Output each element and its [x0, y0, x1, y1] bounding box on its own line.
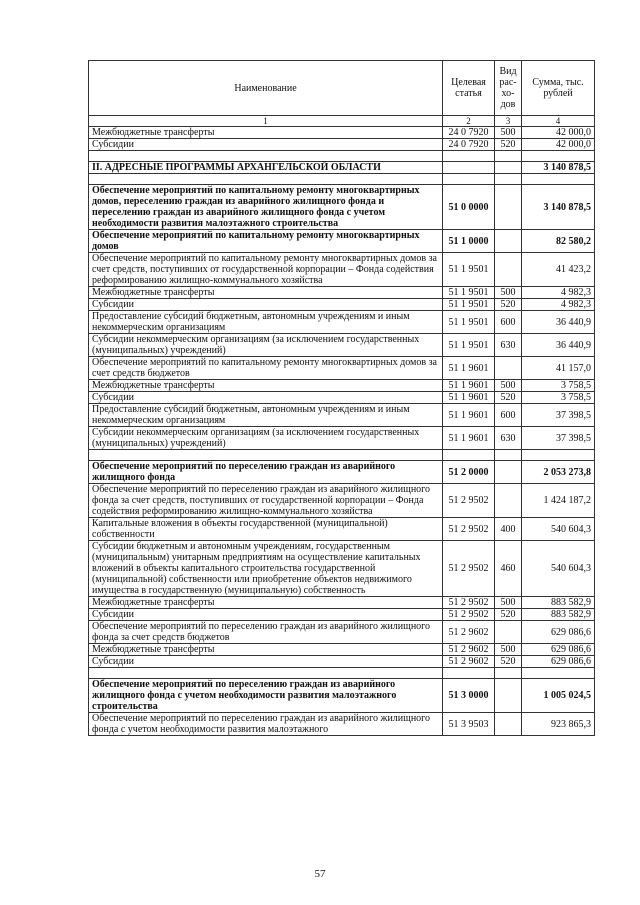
cell-name: Обеспечение мероприятий по переселению граждан из аварийного жилищного фонда с учетом необходимости развития малоэтажного строительства	[89, 679, 443, 713]
cell-target-code: 51 1 9601	[443, 427, 495, 450]
cell-expense-kind: 520	[495, 609, 522, 621]
cell-sum: 1 005 024,5	[522, 679, 595, 713]
cell-target-code: 51 1 9501	[443, 311, 495, 334]
cell-target-code: 51 1 0000	[443, 230, 495, 253]
cell-name: Межбюджетные трансферты	[89, 287, 443, 299]
cell-target-code: 51 2 9502	[443, 541, 495, 597]
column-number-1: 1	[89, 116, 443, 127]
cell-expense-kind	[495, 253, 522, 287]
cell-target-code: 51 2 9502	[443, 518, 495, 541]
cell-target-code: 51 1 9601	[443, 404, 495, 427]
spacer-cell	[89, 174, 443, 185]
cell-name: Капитальные вложения в объекты государственной (муниципальной) собственности	[89, 518, 443, 541]
header-kind: Вид рас-хо-дов	[495, 61, 522, 116]
spacer-cell	[495, 151, 522, 162]
cell-name: Субсидии	[89, 609, 443, 621]
cell-expense-kind: 630	[495, 334, 522, 357]
header-name: Наименование	[89, 61, 443, 116]
table-row	[89, 127, 595, 139]
table-header-row	[89, 61, 595, 116]
cell-sum: 540 604,3	[522, 518, 595, 541]
cell-name: Межбюджетные трансферты	[89, 127, 443, 139]
cell-target-code: 51 1 9501	[443, 253, 495, 287]
table-row	[89, 311, 595, 334]
cell-sum: 82 580,2	[522, 230, 595, 253]
section-row	[89, 230, 595, 253]
table-row	[89, 518, 595, 541]
cell-name: Субсидии некоммерческим организациям (за исключением государственных (муниципальных) учреждений)	[89, 334, 443, 357]
cell-target-code: 51 2 9602	[443, 656, 495, 668]
table-row	[89, 139, 595, 151]
spacer-row	[89, 668, 595, 679]
spacer-cell	[495, 668, 522, 679]
cell-name: Субсидии	[89, 299, 443, 311]
cell-name: Субсидии	[89, 656, 443, 668]
spacer-row	[89, 174, 595, 185]
cell-name: Межбюджетные трансферты	[89, 597, 443, 609]
cell-name: Субсидии некоммерческим организациям (за исключением государственных (муниципальных) учреждений)	[89, 427, 443, 450]
spacer-cell	[522, 174, 595, 185]
table-row	[89, 484, 595, 518]
cell-sum: 923 865,3	[522, 713, 595, 736]
cell-name: Обеспечение мероприятий по капитальному ремонту многоквартирных домов	[89, 230, 443, 253]
spacer-cell	[89, 450, 443, 461]
table-row	[89, 392, 595, 404]
spacer-row	[89, 151, 595, 162]
spacer-cell	[522, 668, 595, 679]
cell-expense-kind	[495, 230, 522, 253]
cell-name: Обеспечение мероприятий по переселению граждан из аварийного жилищного фонда	[89, 461, 443, 484]
cell-expense-kind: 520	[495, 392, 522, 404]
column-number-3: 3	[495, 116, 522, 127]
cell-expense-kind: 600	[495, 404, 522, 427]
spacer-row	[89, 450, 595, 461]
cell-sum: 36 440,9	[522, 311, 595, 334]
table-row	[89, 357, 595, 380]
page-number: 57	[314, 868, 326, 880]
cell-name: Обеспечение мероприятий по капитальному ремонту многоквартирных домов за счет средств, поступивших от государственной корпорации – Фонда содействия реформированию жилищно-коммунального хозяйства	[89, 253, 443, 287]
cell-target-code	[443, 162, 495, 174]
cell-sum: 37 398,5	[522, 427, 595, 450]
cell-target-code: 24 0 7920	[443, 127, 495, 139]
cell-target-code: 51 1 9501	[443, 299, 495, 311]
cell-expense-kind: 520	[495, 139, 522, 151]
table-row	[89, 609, 595, 621]
table-row	[89, 404, 595, 427]
spacer-cell	[443, 668, 495, 679]
cell-name: Межбюджетные трансферты	[89, 644, 443, 656]
cell-sum: 42 000,0	[522, 139, 595, 151]
cell-sum: 629 086,6	[522, 621, 595, 644]
cell-expense-kind	[495, 621, 522, 644]
column-number-row	[89, 116, 595, 127]
cell-expense-kind	[495, 713, 522, 736]
cell-sum: 3 140 878,5	[522, 162, 595, 174]
cell-expense-kind: 500	[495, 287, 522, 299]
cell-sum: 883 582,9	[522, 609, 595, 621]
table-row	[89, 644, 595, 656]
cell-expense-kind	[495, 162, 522, 174]
cell-expense-kind	[495, 357, 522, 380]
spacer-cell	[522, 450, 595, 461]
cell-sum: 1 424 187,2	[522, 484, 595, 518]
cell-target-code: 51 2 9502	[443, 597, 495, 609]
cell-name: Межбюджетные трансферты	[89, 380, 443, 392]
cell-sum: 2 053 273,8	[522, 461, 595, 484]
cell-expense-kind: 500	[495, 127, 522, 139]
cell-sum: 883 582,9	[522, 597, 595, 609]
table-row	[89, 299, 595, 311]
cell-expense-kind: 500	[495, 644, 522, 656]
cell-target-code: 24 0 7920	[443, 139, 495, 151]
spacer-cell	[89, 668, 443, 679]
cell-target-code: 51 2 9602	[443, 621, 495, 644]
cell-expense-kind: 600	[495, 311, 522, 334]
cell-target-code: 51 1 9601	[443, 380, 495, 392]
table-row	[89, 713, 595, 736]
cell-name: II. АДРЕСНЫЕ ПРОГРАММЫ АРХАНГЕЛЬСКОЙ ОБЛАСТИ	[89, 162, 443, 174]
cell-sum: 41 157,0	[522, 357, 595, 380]
section-row	[89, 185, 595, 230]
cell-name: Субсидии	[89, 392, 443, 404]
cell-sum: 3 758,5	[522, 392, 595, 404]
cell-sum: 629 086,6	[522, 644, 595, 656]
column-number-4: 4	[522, 116, 595, 127]
cell-name: Предоставление субсидий бюджетным, автономным учреждениям и иным некоммерческим организациям	[89, 311, 443, 334]
spacer-cell	[495, 450, 522, 461]
cell-sum: 3 140 878,5	[522, 185, 595, 230]
cell-expense-kind	[495, 679, 522, 713]
cell-sum: 42 000,0	[522, 127, 595, 139]
cell-sum: 37 398,5	[522, 404, 595, 427]
header-target: Целевая статья	[443, 61, 495, 116]
cell-name: Обеспечение мероприятий по переселению граждан из аварийного жилищного фонда за счет средств бюджетов	[89, 621, 443, 644]
cell-expense-kind: 500	[495, 380, 522, 392]
cell-sum: 41 423,2	[522, 253, 595, 287]
cell-target-code: 51 1 9501	[443, 287, 495, 299]
budget-table	[88, 60, 595, 736]
spacer-cell	[443, 151, 495, 162]
section-row	[89, 679, 595, 713]
cell-target-code: 51 1 9601	[443, 392, 495, 404]
spacer-cell	[495, 174, 522, 185]
cell-expense-kind: 520	[495, 656, 522, 668]
cell-sum: 629 086,6	[522, 656, 595, 668]
cell-target-code: 51 1 9601	[443, 357, 495, 380]
cell-expense-kind	[495, 185, 522, 230]
cell-sum: 36 440,9	[522, 334, 595, 357]
cell-name: Субсидии	[89, 139, 443, 151]
cell-name: Предоставление субсидий бюджетным, автономным учреждениям и иным некоммерческим организациям	[89, 404, 443, 427]
cell-expense-kind: 630	[495, 427, 522, 450]
table-row	[89, 334, 595, 357]
table-row	[89, 287, 595, 299]
spacer-cell	[443, 450, 495, 461]
cell-target-code: 51 1 9501	[443, 334, 495, 357]
cell-expense-kind: 400	[495, 518, 522, 541]
header-sum: Сумма, тыс. рублей	[522, 61, 595, 116]
column-number-2: 2	[443, 116, 495, 127]
table-row	[89, 380, 595, 392]
cell-expense-kind: 460	[495, 541, 522, 597]
cell-name: Обеспечение мероприятий по капитальному ремонту многоквартирных домов за счет средств бюджетов	[89, 357, 443, 380]
table-row	[89, 597, 595, 609]
cell-name: Обеспечение мероприятий по капитальному ремонту многоквартирных домов, переселению граждан из аварийного жилищного фонда и переселению граждан из аварийного жилищного фонда с учетом необходимости развития малоэтажного строительства	[89, 185, 443, 230]
spacer-cell	[443, 174, 495, 185]
cell-target-code: 51 2 9502	[443, 484, 495, 518]
cell-name: Субсидии бюджетным и автономным учреждениям, государственным (муниципальным) унитарным предприятиям на осуществление капитальных вложений в объекты капитального строительства государственной (муниципальной) собственности или приобретение объектов недвижимого имущества в государственную (муниципальную) собственность	[89, 541, 443, 597]
spacer-cell	[89, 151, 443, 162]
cell-sum: 4 982,3	[522, 287, 595, 299]
cell-name: Обеспечение мероприятий по переселению граждан из аварийного жилищного фонда с учетом необходимости развития малоэтажного	[89, 713, 443, 736]
cell-target-code: 51 3 0000	[443, 679, 495, 713]
cell-expense-kind	[495, 461, 522, 484]
table-row	[89, 621, 595, 644]
cell-name: Обеспечение мероприятий по переселению граждан из аварийного жилищного фонда за счет средств, поступивших от государственной корпорации – Фонда содействия реформированию жилищно-коммунального хозяйства	[89, 484, 443, 518]
cell-target-code: 51 2 0000	[443, 461, 495, 484]
table-row	[89, 541, 595, 597]
table-row	[89, 656, 595, 668]
cell-expense-kind: 500	[495, 597, 522, 609]
cell-target-code: 51 0 0000	[443, 185, 495, 230]
table-row	[89, 427, 595, 450]
cell-expense-kind: 520	[495, 299, 522, 311]
cell-expense-kind	[495, 484, 522, 518]
cell-sum: 540 604,3	[522, 541, 595, 597]
cell-sum: 4 982,3	[522, 299, 595, 311]
table-row	[89, 253, 595, 287]
cell-target-code: 51 2 9602	[443, 644, 495, 656]
section-row	[89, 461, 595, 484]
cell-target-code: 51 3 9503	[443, 713, 495, 736]
section-row	[89, 162, 595, 174]
cell-sum: 3 758,5	[522, 380, 595, 392]
spacer-cell	[522, 151, 595, 162]
cell-target-code: 51 2 9502	[443, 609, 495, 621]
